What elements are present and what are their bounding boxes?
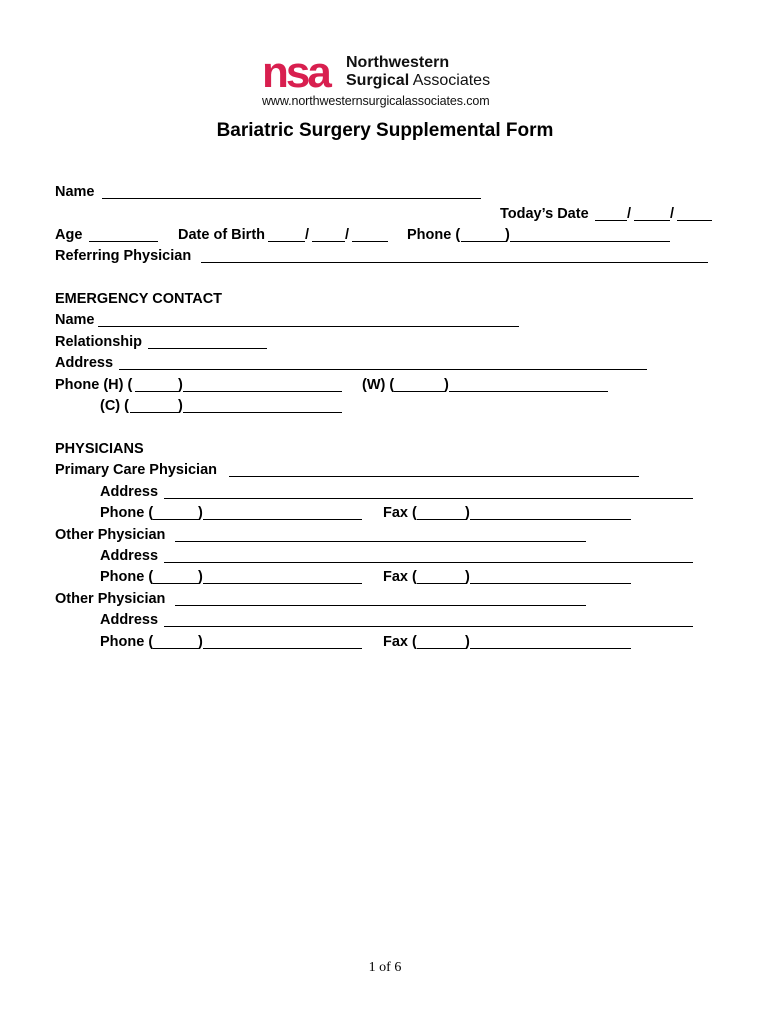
todays-date-year-field[interactable]	[677, 220, 712, 221]
other-1-address-label: Address	[100, 548, 159, 564]
phone-paren-close: )	[505, 227, 510, 243]
todays-date-month-field[interactable]	[595, 220, 627, 221]
primary-phone-number-field[interactable]	[203, 519, 362, 520]
primary-address-field[interactable]	[164, 498, 693, 499]
dob-month-field[interactable]	[268, 241, 305, 242]
age-field[interactable]	[89, 241, 158, 242]
other-physician-2-field[interactable]	[175, 605, 586, 606]
paren-close: )	[465, 505, 470, 521]
primary-phone-area-code-field[interactable]	[153, 519, 199, 520]
phone-work-area-code-field[interactable]	[394, 391, 445, 392]
website-url: www.northwesternsurgicalassociates.com	[262, 94, 490, 108]
todays-date-label: Today’s Date	[500, 206, 589, 222]
other-2-phone-label: Phone (	[100, 634, 154, 650]
referring-physician-field[interactable]	[201, 262, 708, 263]
phone-cell-area-code-field[interactable]	[130, 412, 180, 413]
other-2-fax-area-code-field[interactable]	[417, 648, 466, 649]
other-2-phone-number-field[interactable]	[203, 648, 362, 649]
logo-line1: Northwestern	[346, 54, 450, 71]
emergency-name-label: Name	[55, 312, 95, 328]
phone-home-label: Phone (H) (	[55, 377, 133, 393]
paren-close: )	[198, 569, 203, 585]
primary-address-label: Address	[100, 484, 159, 500]
primary-fax-area-code-field[interactable]	[417, 519, 466, 520]
other-1-fax-area-code-field[interactable]	[417, 583, 466, 584]
other-2-fax-number-field[interactable]	[470, 648, 631, 649]
logo-line2-bold: Surgical	[346, 72, 410, 89]
phone-home-area-code-field[interactable]	[135, 391, 179, 392]
todays-date-day-field[interactable]	[634, 220, 670, 221]
other-2-address-field[interactable]	[164, 626, 693, 627]
phone-cell-number-field[interactable]	[183, 412, 342, 413]
paren-close: )	[465, 569, 470, 585]
dob-year-field[interactable]	[352, 241, 388, 242]
date-slash: /	[670, 206, 675, 222]
other-2-phone-area-code-field[interactable]	[153, 648, 199, 649]
other-1-fax-label: Fax (	[383, 569, 417, 585]
logo-letters: nsa	[262, 54, 329, 94]
paren-close: )	[198, 505, 203, 521]
name-field[interactable]	[102, 198, 481, 199]
phone-cell-label: (C) (	[100, 398, 129, 414]
phone-work-number-field[interactable]	[449, 391, 608, 392]
phone-label: Phone (	[407, 227, 461, 243]
emergency-contact-heading: EMERGENCY CONTACT	[55, 291, 223, 307]
dob-slash: /	[305, 227, 310, 243]
emergency-name-field[interactable]	[98, 326, 519, 327]
paren-close: )	[178, 398, 183, 414]
relationship-field[interactable]	[148, 348, 267, 349]
primary-care-physician-field[interactable]	[229, 476, 639, 477]
date-slash: /	[627, 206, 632, 222]
other-1-fax-number-field[interactable]	[470, 583, 631, 584]
other-1-phone-area-code-field[interactable]	[153, 583, 199, 584]
logo-line2	[346, 72, 490, 90]
phone-area-code-field[interactable]	[461, 241, 507, 242]
relationship-label: Relationship	[55, 334, 143, 350]
phone-number-field[interactable]	[510, 241, 670, 242]
primary-fax-label: Fax (	[383, 505, 417, 521]
primary-fax-number-field[interactable]	[470, 519, 631, 520]
age-label: Age	[55, 227, 83, 243]
dob-slash: /	[345, 227, 350, 243]
other-physician-1-field[interactable]	[175, 541, 586, 542]
other-2-fax-label: Fax (	[383, 634, 417, 650]
other-1-phone-label: Phone (	[100, 569, 154, 585]
other-2-address-label: Address	[100, 612, 159, 628]
referring-physician-label: Referring Physician	[55, 248, 192, 264]
dob-label: Date of Birth	[178, 227, 265, 243]
name-label: Name	[55, 184, 95, 200]
phone-home-number-field[interactable]	[183, 391, 342, 392]
paren-close: )	[198, 634, 203, 650]
logo-line2-rest: Associates	[412, 72, 491, 89]
form-title: Bariatric Surgery Supplemental Form	[216, 120, 554, 141]
primary-care-physician-label: Primary Care Physician	[55, 462, 218, 478]
other-physician-2-label: Other Physician	[55, 591, 166, 607]
page-number: 1 of 6	[368, 960, 402, 975]
other-1-phone-number-field[interactable]	[203, 583, 362, 584]
paren-close: )	[178, 377, 183, 393]
other-physician-1-label: Other Physician	[55, 527, 166, 543]
primary-phone-label: Phone (	[100, 505, 154, 521]
paren-close: )	[465, 634, 470, 650]
emergency-address-label: Address	[55, 355, 114, 371]
paren-close: )	[444, 377, 449, 393]
emergency-address-field[interactable]	[119, 369, 647, 370]
dob-day-field[interactable]	[312, 241, 345, 242]
phone-work-label: (W) (	[362, 377, 395, 393]
other-1-address-field[interactable]	[164, 562, 693, 563]
physicians-heading: PHYSICIANS	[55, 441, 144, 457]
